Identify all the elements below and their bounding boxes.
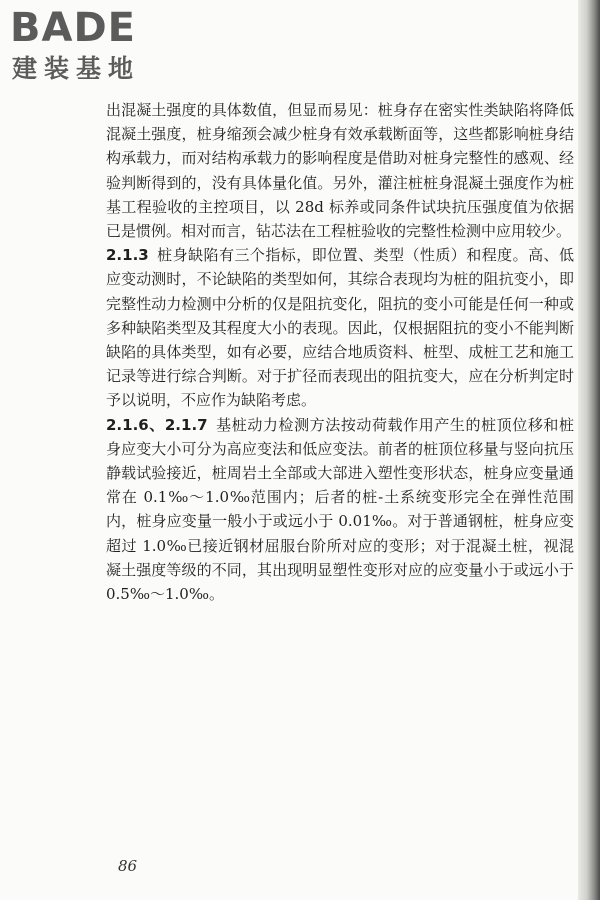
paragraph-section-2-1-6-2-1-7 (106, 413, 574, 607)
page-number: 86 (118, 857, 138, 875)
logo-subtitle: 建装基地 (12, 54, 141, 83)
section-text: 基桩动力检测方法按动荷载作用产生的桩顶位移和桩身应变大小可分为高应变法和低应变法。前者的桩顶位移量与竖向抗压静载试验接近，桩周岩土全部或大部进入塑性变形状态，桩身应变量通常在 0.1‰～1.0‰范围内；后者的桩-土系统变形完全在弹性范围内，桩身应变量一般小于或远小于 0.01‰。对于普通钢桩，桩身应变超过 1.0‰已接近钢材屈服台阶所对应的变形；对于混凝土桩，视混凝土强度等级的不同，其出现明显塑性变形对应的应变量小于或远小于 0.5‰～1.0‰。 (106, 415, 574, 604)
watermark-logo (10, 6, 180, 90)
section-number: 2.1.6、2.1.7 (106, 415, 208, 434)
paragraph-continued: 出混凝土强度的具体数值，但显而易见：桩身存在密实性类缺陷将降低混凝土强度，桩身缩颈会减少桩身有效承载断面等，这些都影响桩身结构承载力，而对结构承载力的影响程度是借助对桩身完整性的感观、经验判断得到的，没有具体量化值。另外，灌注桩桩身混凝土强度作为桩基工程验收的主控项目，以 28d 标养或同条件试块抗压强度值为依据已是惯例。相对而言，钻芯法在工程桩验收的完整性检测中应用较少。 (106, 101, 574, 241)
logo-brand-text: BADE (10, 5, 136, 51)
paragraph-section-2-1-3 (106, 243, 574, 412)
body-text (106, 98, 574, 606)
page-binding-shadow (578, 0, 600, 900)
section-number: 2.1.3 (106, 246, 149, 265)
section-text: 桩身缺陷有三个指标，即位置、类型（性质）和程度。高、低应变动测时，不论缺陷的类型如何，其综合表现均为桩的阻抗变小，即完整性动力检测中分析的仅是阻抗变化，阻抗的变小可能是任何一种或多种缺陷类型及其程度大小的表现。因此，仅根据阻抗的变小不能判断缺陷的具体类型，如有必要，应结合地质资料、桩型、成桩工艺和施工记录等进行综合判断。对于扩径而表现出的阻抗变大，应在分析判定时予以说明，不应作为缺陷考虑。 (106, 246, 574, 410)
